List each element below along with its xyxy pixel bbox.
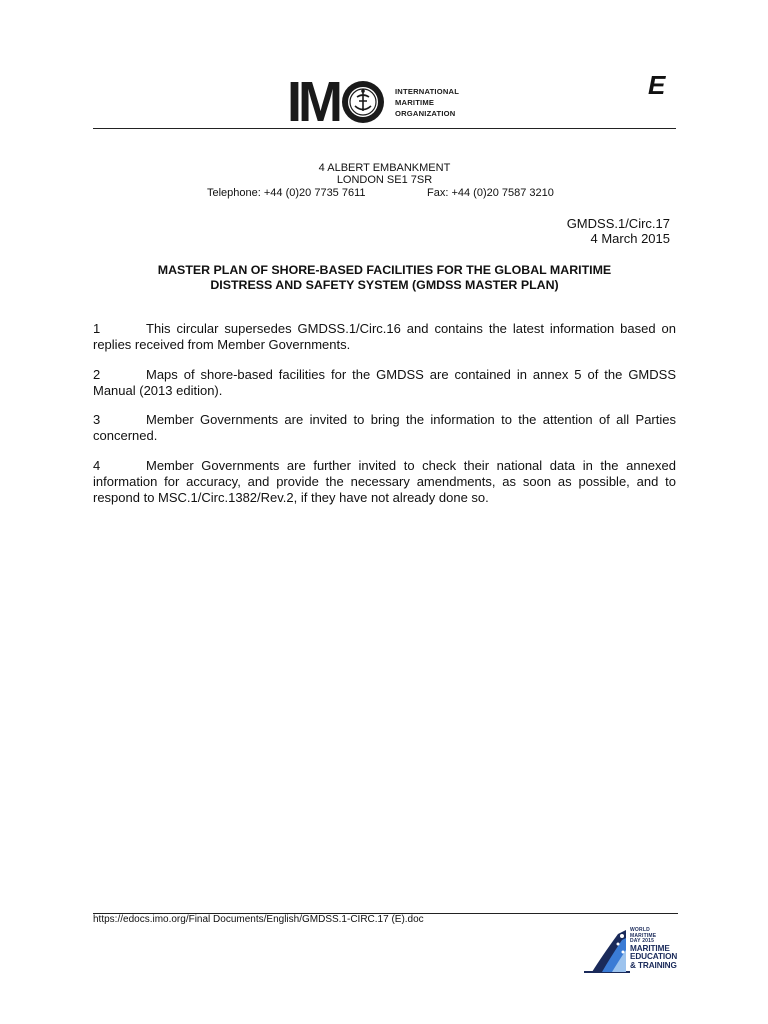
paragraph-number: 3 [93,412,101,427]
paragraph-1 [93,321,676,353]
organization-name [395,86,459,119]
wmd-small-line: WORLD [630,927,650,933]
document-title-line-2: DISTRESS AND SAFETY SYSTEM (GMDSS MASTER PLAN) [210,278,559,292]
language-mark: E [648,70,666,100]
header-divider [93,128,676,129]
logo-letter-m: M [298,70,339,134]
wmd-small-line: DAY 2015 [630,938,655,944]
document-symbol: GMDSS.1/Circ.17 [566,216,670,231]
org-name-line: ORGANIZATION [395,108,456,118]
paragraph-4 [93,458,676,506]
address-line-city: LONDON SE1 7SR [336,174,433,186]
paragraph-2 [93,367,676,399]
wmd-big-line: & TRAINING [630,960,677,970]
imo-emblem-icon [341,80,385,124]
paragraph-text: This circular supersedes GMDSS.1/Circ.16 and contains the latest information based on replies received from Member Governments. [93,321,676,352]
paragraph-text: Member Governments are further invited to check their national data in the annexed information for accuracy, and provide the necessary amendments, as soon as possible, and to respond to MSC.1/Circ.1382/Rev.2, if they have not already done so. [93,458,676,505]
imo-logo-letters [287,70,385,134]
world-maritime-day-text [630,928,677,970]
wmd-big-line: MARITIME [630,943,670,953]
imo-logo [287,70,460,134]
org-name-line: MARITIME [395,97,435,107]
paragraph-number: 4 [93,458,101,473]
paragraph-number: 2 [93,367,101,382]
document-date: 4 March 2015 [590,231,670,246]
fax-number: Fax: +44 (0)20 7587 3210 [427,187,554,199]
paragraph-number: 1 [93,321,101,336]
wmd-small-line: MARITIME [630,932,657,939]
logo-letter-i: I [287,70,299,134]
address-line-street: 4 ALBERT EMBANKMENT [318,162,451,174]
document-title-line-1: MASTER PLAN OF SHORE-BASED FACILITIES FOR THE GLOBAL MARITIME [157,263,612,277]
telephone-number: Telephone: +44 (0)20 7735 7611 [207,187,366,199]
paragraph-text: Maps of shore-based facilities for the GMDSS are contained in annex 5 of the GMDSS Manual (2013 edition). [93,367,676,398]
wmd-big-line: EDUCATION [630,952,678,962]
org-name-line: INTERNATIONAL [395,86,460,96]
paragraph-3 [93,412,676,444]
footer-file-path: https://edocs.imo.org/Final Documents/English/GMDSS.1-CIRC.17 (E).doc [93,914,424,925]
paragraph-text: Member Governments are invited to bring the information to the attention of all Parties concerned. [93,412,676,443]
